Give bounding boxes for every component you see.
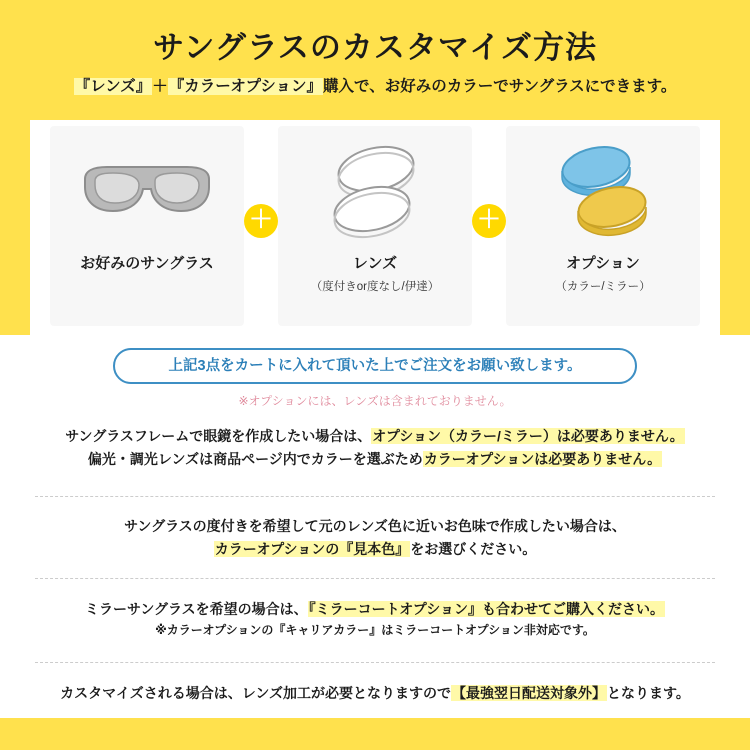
- card-label: オプション: [566, 255, 640, 272]
- lenses-icon: [278, 126, 472, 254]
- note-text-highlight: オプション（カラー/ミラー）は必要ありません。: [372, 428, 684, 444]
- note-block-3: [0, 598, 750, 641]
- note-line-small: ※カラーオプションの『キャリアカラー』はミラーコートオプション非対応です。: [155, 623, 595, 638]
- subtitle-part-lens: 『レンズ』: [74, 78, 152, 95]
- sunglasses-icon: [50, 126, 244, 254]
- card-sublabel: （度付きor度なし/伊達）: [310, 281, 440, 294]
- note-text: サングラスフレームで眼鏡を作成したい場合は、: [65, 428, 372, 444]
- card-sublabel: （カラー/ミラー）: [555, 281, 651, 294]
- card-label: レンズ: [352, 255, 398, 272]
- divider-2: [35, 578, 715, 579]
- note-line: [0, 425, 750, 448]
- divider-3: [35, 662, 715, 663]
- note-text-highlight: カラーオプションは必要ありません。: [423, 451, 662, 468]
- note-line: [0, 448, 750, 471]
- note-text-highlight: 【最強翌日配送対象外】: [451, 685, 606, 701]
- note-text-highlight: 『ミラーコートオプション』も合わせてご購入ください。: [308, 601, 664, 617]
- subtitle-part-plus: ＋: [152, 78, 168, 95]
- note-text-highlight: カラーオプションの『見本色』: [214, 541, 410, 558]
- note-line: [0, 598, 750, 621]
- note-text: ミラーサングラスを希望の場合は、: [85, 601, 308, 617]
- note-block-1: [0, 425, 750, 471]
- right-yellow-rail: [720, 120, 750, 335]
- option-note: ※オプションには、レンズは含まれておりません。: [238, 394, 512, 408]
- card-label: お好みのサングラス: [80, 255, 214, 272]
- note-block-4: [0, 682, 750, 705]
- subtitle-part-tail: 購入で、お好みのカラーでサングラスにできます。: [323, 78, 677, 95]
- page-subtitle: [0, 74, 750, 96]
- subtitle-part-color-option: 『カラーオプション』: [168, 78, 323, 95]
- note-text: をお選びください。: [410, 541, 537, 558]
- note-line: [0, 515, 750, 538]
- bottom-yellow-band: [0, 718, 750, 750]
- note-line: [0, 682, 750, 705]
- note-text: サングラスの度付きを希望して元のレンズ色に近いお色味で作成したい場合は、: [124, 518, 626, 534]
- plus-icon-1: ＋: [244, 204, 278, 238]
- cart-instruction-pill: 上記3点をカートに入れて頂いた上でご注文をお願い致します。: [113, 348, 637, 384]
- note-block-2: [0, 515, 750, 561]
- cards-row: [50, 126, 700, 326]
- left-yellow-rail: [0, 120, 30, 335]
- note-text: カスタマイズされる場合は、レンズ加工が必要となりますので: [60, 685, 451, 701]
- note-text: となります。: [606, 685, 690, 701]
- card-options: [506, 126, 700, 326]
- plus-icon-2: ＋: [472, 204, 506, 238]
- page-title: サングラスのカスタマイズ方法: [153, 30, 597, 65]
- note-text: 偏光・調光レンズは商品ページ内でカラーを選ぶため: [87, 451, 423, 468]
- divider-1: [35, 496, 715, 497]
- card-sunglasses: [50, 126, 244, 326]
- note-line: [0, 538, 750, 561]
- color-discs-icon: [506, 126, 700, 254]
- card-lenses: [278, 126, 472, 326]
